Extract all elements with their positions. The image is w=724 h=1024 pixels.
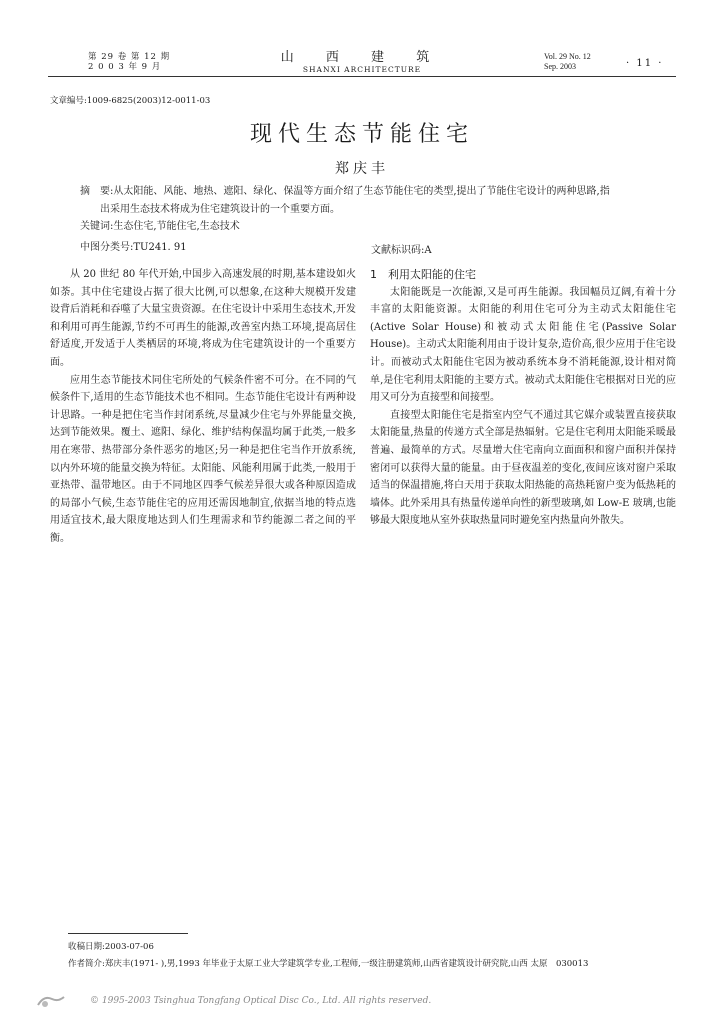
header-rule bbox=[48, 76, 676, 77]
abstract bbox=[80, 183, 670, 236]
running-header-right bbox=[544, 52, 591, 72]
keywords: 关键词:生态住宅,节能住宅,生态技术 bbox=[80, 221, 240, 232]
date-cn: 2 0 0 3 年 9 月 bbox=[88, 62, 162, 72]
footnote-rule bbox=[68, 933, 188, 934]
abstract-line-2: 出采用生态技术将成为住宅建筑设计的一个重要方面。 bbox=[100, 203, 340, 215]
paragraph-solar: 太阳能既是一次能源,又是可再生能源。我国幅员辽阔,有着十分丰富的太阳能资源。太阳能的利用住宅可分为主动式太阳能住宅(Active Solar House)和被动式太阳能住宅(Passive Solar House)。主动式太阳能利用由于设计复杂,造价高,很少应用于住宅设计。而被动式太阳能住宅因为被动系统本身不消耗能源,设计相对简单,是住宅利用太阳能的主要方式。被动式太阳能住宅根据对日光的应用又可分为直接型和间接型。 bbox=[370, 286, 676, 404]
paragraph-climate: 应用生态节能技术同住宅所处的气候条件密不可分。在不同的气候条件下,适用的生态节能技术也不相同。生态节能住宅设计有两种设计思路。一种是把住宅当作封闭系统,尽量减少住宅与外界能量交换,达到节能效果。覆土、遮阳、绿化、维护结构保温均属于此类,一般多用在寒带、热带部分条件恶劣的地区;另一种是把住宅当作开放系统,以内外环境的能量交换为特征。太阳能、风能利用属于此类,一般用于亚热带、温带地区。由于不同地区四季气候差异很大或各种原因造成的局部小气候,生态节能住宅的应用还需因地制宜,依据当地的特点选用适宜技术,最大限度地达到人们生理需求和节约能源二者之间的平衡。 bbox=[50, 374, 356, 544]
running-header-journal bbox=[0, 50, 724, 74]
article-number: 文章编号:1009-6825(2003)12-0011-03 bbox=[50, 96, 211, 106]
document-code: 文献标识码:A bbox=[371, 245, 432, 256]
classification-number: 中图分类号:TU241. 91 bbox=[80, 242, 187, 253]
date-en: Sep. 2003 bbox=[544, 62, 576, 71]
paragraph-direct-solar: 直接型太阳能住宅是指室内空气不通过其它媒介或装置直接获取太阳能量,热量的传递方式全部是热辐射。它是住宅利用太阳能采暖最普遍、最简单的方式。尽量增大住宅南向立面面积和窗户面积并保持密闭可以获得大量的能量。由于昼夜温差的变化,夜间应该对窗户采取适当的保温措施,将白天用于获取太阳热能的高热耗窗户变为低热耗的墙体。此外采用具有热量传递单向性的新型玻璃,如 Low-E 玻璃,也能够最大限度地从室外获取热量同时避免室内热量向外散失。 bbox=[370, 409, 676, 527]
journal-name-cn: 山 西 建 筑 bbox=[280, 50, 444, 65]
body-column-left bbox=[50, 266, 356, 548]
volume-cn: 第 29 卷 第 12 期 bbox=[88, 52, 171, 62]
abstract-line-1: 摘 要:从太阳能、风能、地热、遮阳、绿化、保温等方面介绍了生态节能住宅的类型,提出了节能住宅设计的两种思路,指 bbox=[80, 186, 610, 197]
publisher-logo-icon bbox=[36, 993, 66, 1009]
journal-name-en: SHANXI ARCHITECTURE bbox=[302, 65, 422, 74]
copyright-notice: © 1995-2003 Tsinghua Tongfang Optical Disc Co., Ltd. All rights reserved. bbox=[90, 996, 432, 1006]
paper-title: 现代生态节能住宅 bbox=[249, 122, 474, 147]
author-name: 郑庆丰 bbox=[335, 161, 389, 177]
page-number: · 11 · bbox=[626, 58, 664, 69]
body-column-right bbox=[370, 266, 676, 530]
volume-en: Vol. 29 No. 12 bbox=[544, 52, 591, 61]
section-1-heading: 1 利用太阳能的住宅 bbox=[370, 268, 476, 281]
paragraph-intro: 从 20 世纪 80 年代开始,中国步入高速发展的时期,基本建设如火如荼。其中住宅建设占据了很大比例,可以想象,在这种大规模开发建设背后消耗和吞噬了大量宝贵资源。在住宅设计中采用生态技术,开发和利用可再生能源,节约不可再生的能源,改善室内热工环境,提高居住舒适度,开发适于人类栖居的环境,将成为住宅建筑设计的一个重要方面。 bbox=[50, 269, 356, 368]
received-date: 收稿日期:2003-07-06 bbox=[68, 942, 154, 952]
author-bio: 作者简介:郑庆丰(1971- ),男,1993 年毕业于太原工业大学建筑学专业,工程师,一级注册建筑师,山西省建筑设计研究院,山西 太原 030013 bbox=[68, 959, 589, 969]
